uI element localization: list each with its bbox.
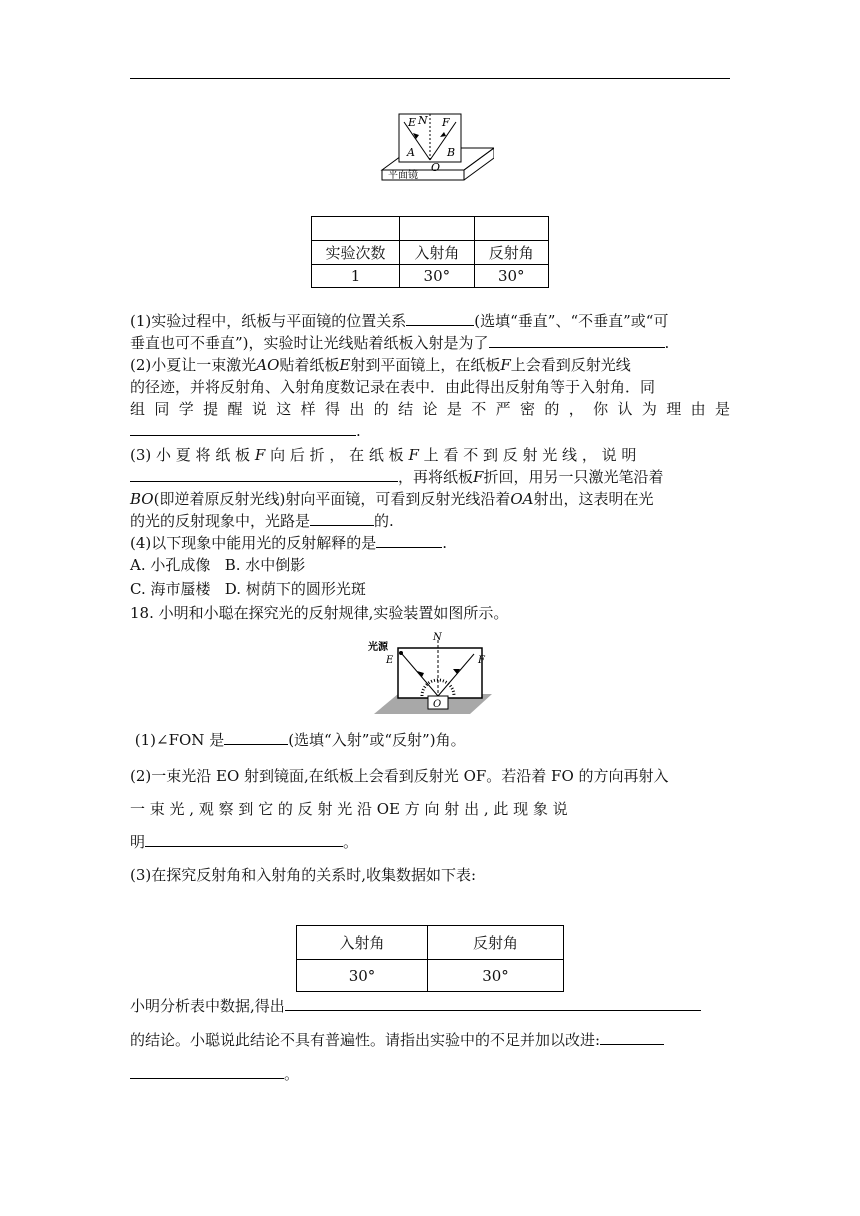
answer-blank[interactable] [600, 1029, 664, 1045]
q17-part2-line3: 组同学提醒说这样得出的结论是不严密的，你认为理由是 [130, 400, 730, 418]
header-rule [130, 78, 730, 79]
option-c[interactable]: C. 海市蜃楼 [130, 580, 211, 598]
answer-blank[interactable] [130, 466, 398, 482]
table1-cell: 30° [400, 265, 474, 288]
q18-part1: (1)∠FON 是 (选填“入射”或“反射”)角。 [134, 731, 466, 749]
q18-stem: 18. 小明和小聪在探究光的反射规律,实验装置如图所示。 [130, 604, 509, 622]
answer-blank[interactable] [130, 420, 356, 436]
figure-reflection-apparatus [366, 632, 496, 716]
data-table-1 [311, 216, 549, 288]
answer-blank[interactable] [285, 995, 701, 1011]
q18-part4-line3: 。 [130, 1062, 730, 1086]
fig2-label-O: O [433, 699, 442, 710]
fig1-label-O: O [431, 161, 441, 174]
q17-part2-line4: . [130, 420, 730, 442]
q17-part1-line2: 垂直也可不垂直”)，实验时让光线贴着纸板入射是为了 . [130, 334, 670, 352]
fig2-label-E: E [386, 655, 394, 666]
table1-cell: 30° [474, 265, 548, 288]
fig1-label-A: A [407, 146, 415, 159]
q18-part4-line2: 的结论。小聪说此结论不具有普遍性。请指出实验中的不足并加以改进: [130, 1028, 730, 1052]
fig2-label-N: N [433, 632, 442, 643]
q17-part3-line4: 的光的反射现象中，光路是 的. [130, 512, 394, 530]
option-a[interactable]: A. 小孔成像 [130, 556, 211, 574]
q17-part3-line3: BO(即逆着原反射光线)射向平面镜，可看到反射光线沿着OA射出，这表明在光 [130, 490, 654, 508]
q17-options-row1 [130, 554, 730, 576]
fig1-label-E: E [408, 116, 417, 129]
fig1-label-B: B [447, 146, 456, 159]
table2-header-reflection: 反射角 [428, 926, 564, 960]
fig1-label-N: N [418, 114, 428, 127]
q17-part2-line2: 的径迹，并将反射角、入射角度数记录在表中．由此得出反射角等于入射角．同 [130, 378, 656, 396]
q18-part2-line3: 明 。 [130, 833, 359, 851]
q18-part4-line1: 小明分析表中数据,得出 [130, 994, 730, 1018]
q18-part2-line2: 一 束 光 , 观 察 到 它 的 反 射 光 沿 OE 方 向 射 出 , 此 现 象 说 [130, 800, 568, 818]
table1-cell [474, 217, 548, 241]
q17-part2-line1: (2)小夏让一束激光AO贴着纸板E射到平面镜上，在纸板F上会看到反射光线 [130, 356, 631, 374]
table2-cell: 30° [297, 960, 428, 992]
table1-cell [312, 217, 400, 241]
table2-cell: 30° [428, 960, 564, 992]
table1-cell [400, 217, 474, 241]
table1-header-incidence: 入射角 [400, 241, 474, 265]
fig2-label-F: F [478, 655, 485, 666]
table1-header-reflection: 反射角 [474, 241, 548, 265]
answer-blank[interactable] [145, 831, 343, 847]
q18-part2-line1: (2)一束光沿 EO 射到镜面,在纸板上会看到反射光 OF。若沿着 FO 的方向再射入 [130, 767, 669, 785]
answer-blank[interactable] [406, 310, 474, 326]
figure-mirror-boards [374, 110, 494, 190]
table2-header-incidence: 入射角 [297, 926, 428, 960]
answer-blank[interactable] [224, 729, 288, 745]
answer-blank[interactable] [376, 532, 442, 548]
q17-part1-line1: (1)实验过程中，纸板与平面镜的位置关系 (选填“垂直”、“不垂直”或“可 [130, 312, 669, 330]
answer-blank[interactable] [489, 332, 665, 348]
fig1-label-F: F [442, 116, 450, 129]
q17-options-row2 [130, 578, 730, 600]
option-d[interactable]: D. 树荫下的圆形光斑 [224, 580, 366, 598]
data-table-2 [296, 925, 564, 992]
q17-part4: (4)以下现象中能用光的反射解释的是 . [130, 534, 448, 552]
option-b[interactable]: B. 水中倒影 [224, 556, 306, 574]
fig1-mirror-label: 平面镜 [388, 170, 418, 181]
q17-part3-line2: ，再将纸板F折回，用另一只激光笔沿着 [130, 466, 730, 488]
table1-header-trials: 实验次数 [312, 241, 400, 265]
q18-part3: (3)在探究反射角和入射角的关系时,收集数据如下表: [130, 866, 477, 884]
table1-cell: 1 [312, 265, 400, 288]
fig2-label-source: 光源 [368, 642, 388, 653]
q17-part3-line1: (3) 小 夏 将 纸 板 F 向 后 折 ， 在 纸 板 F 上 看 不 到 反 射 光 线 ， 说 明 [130, 446, 637, 464]
answer-blank[interactable] [130, 1063, 284, 1079]
answer-blank[interactable] [310, 510, 374, 526]
